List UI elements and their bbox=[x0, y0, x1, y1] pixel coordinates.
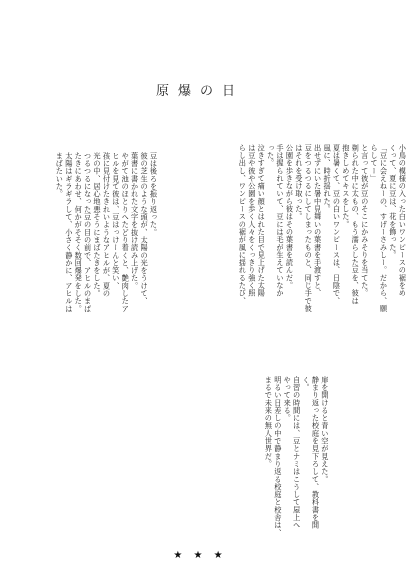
text-line: 葉書に書かれた文字を抜け読み上げた。 bbox=[130, 152, 140, 290]
text-block-upper-right bbox=[238, 144, 407, 334]
text-line: 自習の時間には、豆とナミはこうして屋上へ bbox=[292, 376, 302, 529]
text-line: 豆は後ろを振り返った。 bbox=[149, 152, 159, 237]
text-line: 静まり返った校庭を見下ろして、教科書を開 bbox=[311, 376, 321, 529]
text-line: つるつるになった豆の目の前で、アヒルのまば bbox=[83, 152, 93, 313]
text-line: 夏は暑くて、豆の白いワンピースは、日陰で、 bbox=[332, 144, 342, 305]
text-line: と言って彼が豆のそこにかみそりを当てた。 bbox=[360, 144, 370, 297]
text-line: やがて池のほとりへたどり着くと、艶肉したア bbox=[121, 152, 131, 313]
text-line: 孩に見付けたきれいようなアヒルが、夏の bbox=[102, 152, 112, 298]
text-line: 泣きすぎて痛い顔とはれた目で見上げた太陽 bbox=[257, 144, 267, 297]
text-line: 剃られた中に太もの、もう濡らした豆を、彼は bbox=[351, 144, 361, 305]
text-line: 手は握られていて、豆には毛が生えていなか bbox=[276, 144, 286, 297]
text-line: くって、夏に豆は、花を飾った。 bbox=[388, 144, 398, 259]
text-line: 太陽はギラギラして、小さく静かに、アヒルは bbox=[64, 152, 74, 313]
text-line: はそれを受け取った。 bbox=[294, 144, 304, 221]
section-end-mark: ★ ★ ★ bbox=[173, 550, 227, 561]
text-line: まばたいた。 bbox=[55, 152, 65, 198]
text-line: まるで未来の無人世界だ。 bbox=[264, 376, 274, 468]
text-line: 豆をつるつるにしてしまったものと、同じ手で彼 bbox=[304, 144, 314, 313]
text-line: らし出し、ワンピースの裾が風に揺れるたび、 bbox=[238, 144, 248, 305]
text-line: 明るい日差しの中で静まり返る校庭と校舎は、 bbox=[273, 376, 283, 537]
text-line: 抱きしめてキスをした。 bbox=[341, 144, 351, 229]
text-line: らしてー」 bbox=[370, 144, 380, 183]
text-line: ヒルを見て彼は、豆はっけーんと笑い、 bbox=[111, 152, 121, 290]
text-line: 扉を開けると青い空が見えた。 bbox=[320, 376, 330, 484]
text-line: った。 bbox=[266, 144, 276, 167]
text-block-upper-left bbox=[55, 152, 158, 348]
text-line: 小鳥の模様の入った白いワンピースの裾をめ bbox=[398, 144, 407, 297]
text-line: 風に、時折揺れた。 bbox=[323, 144, 333, 213]
text-line: 公園を歩きながら彼はその葉書を読んだ。 bbox=[285, 144, 295, 290]
text-line: 彼の芝生のような頭が、太陽の光をうけて、 bbox=[140, 152, 150, 305]
text-line: は豆や彼や公園を歩く人々をくっきり強く照 bbox=[247, 144, 257, 297]
text-line: 出せずにいた暑中見舞いの葉書を手渡すと、 bbox=[313, 144, 323, 297]
text-line: やって来る。 bbox=[283, 376, 293, 422]
text-line: く。 bbox=[302, 376, 312, 392]
text-line: 光の中、居心地悪そうにまばたきをした。 bbox=[93, 152, 103, 298]
text-line: たきにあわせ、何かがそそく数回爆発をした。 bbox=[74, 152, 84, 313]
page-title: 原爆の日 bbox=[155, 84, 244, 99]
text-line: 「豆に会えねーの、すげーさみしー。だから、願 bbox=[379, 144, 389, 313]
